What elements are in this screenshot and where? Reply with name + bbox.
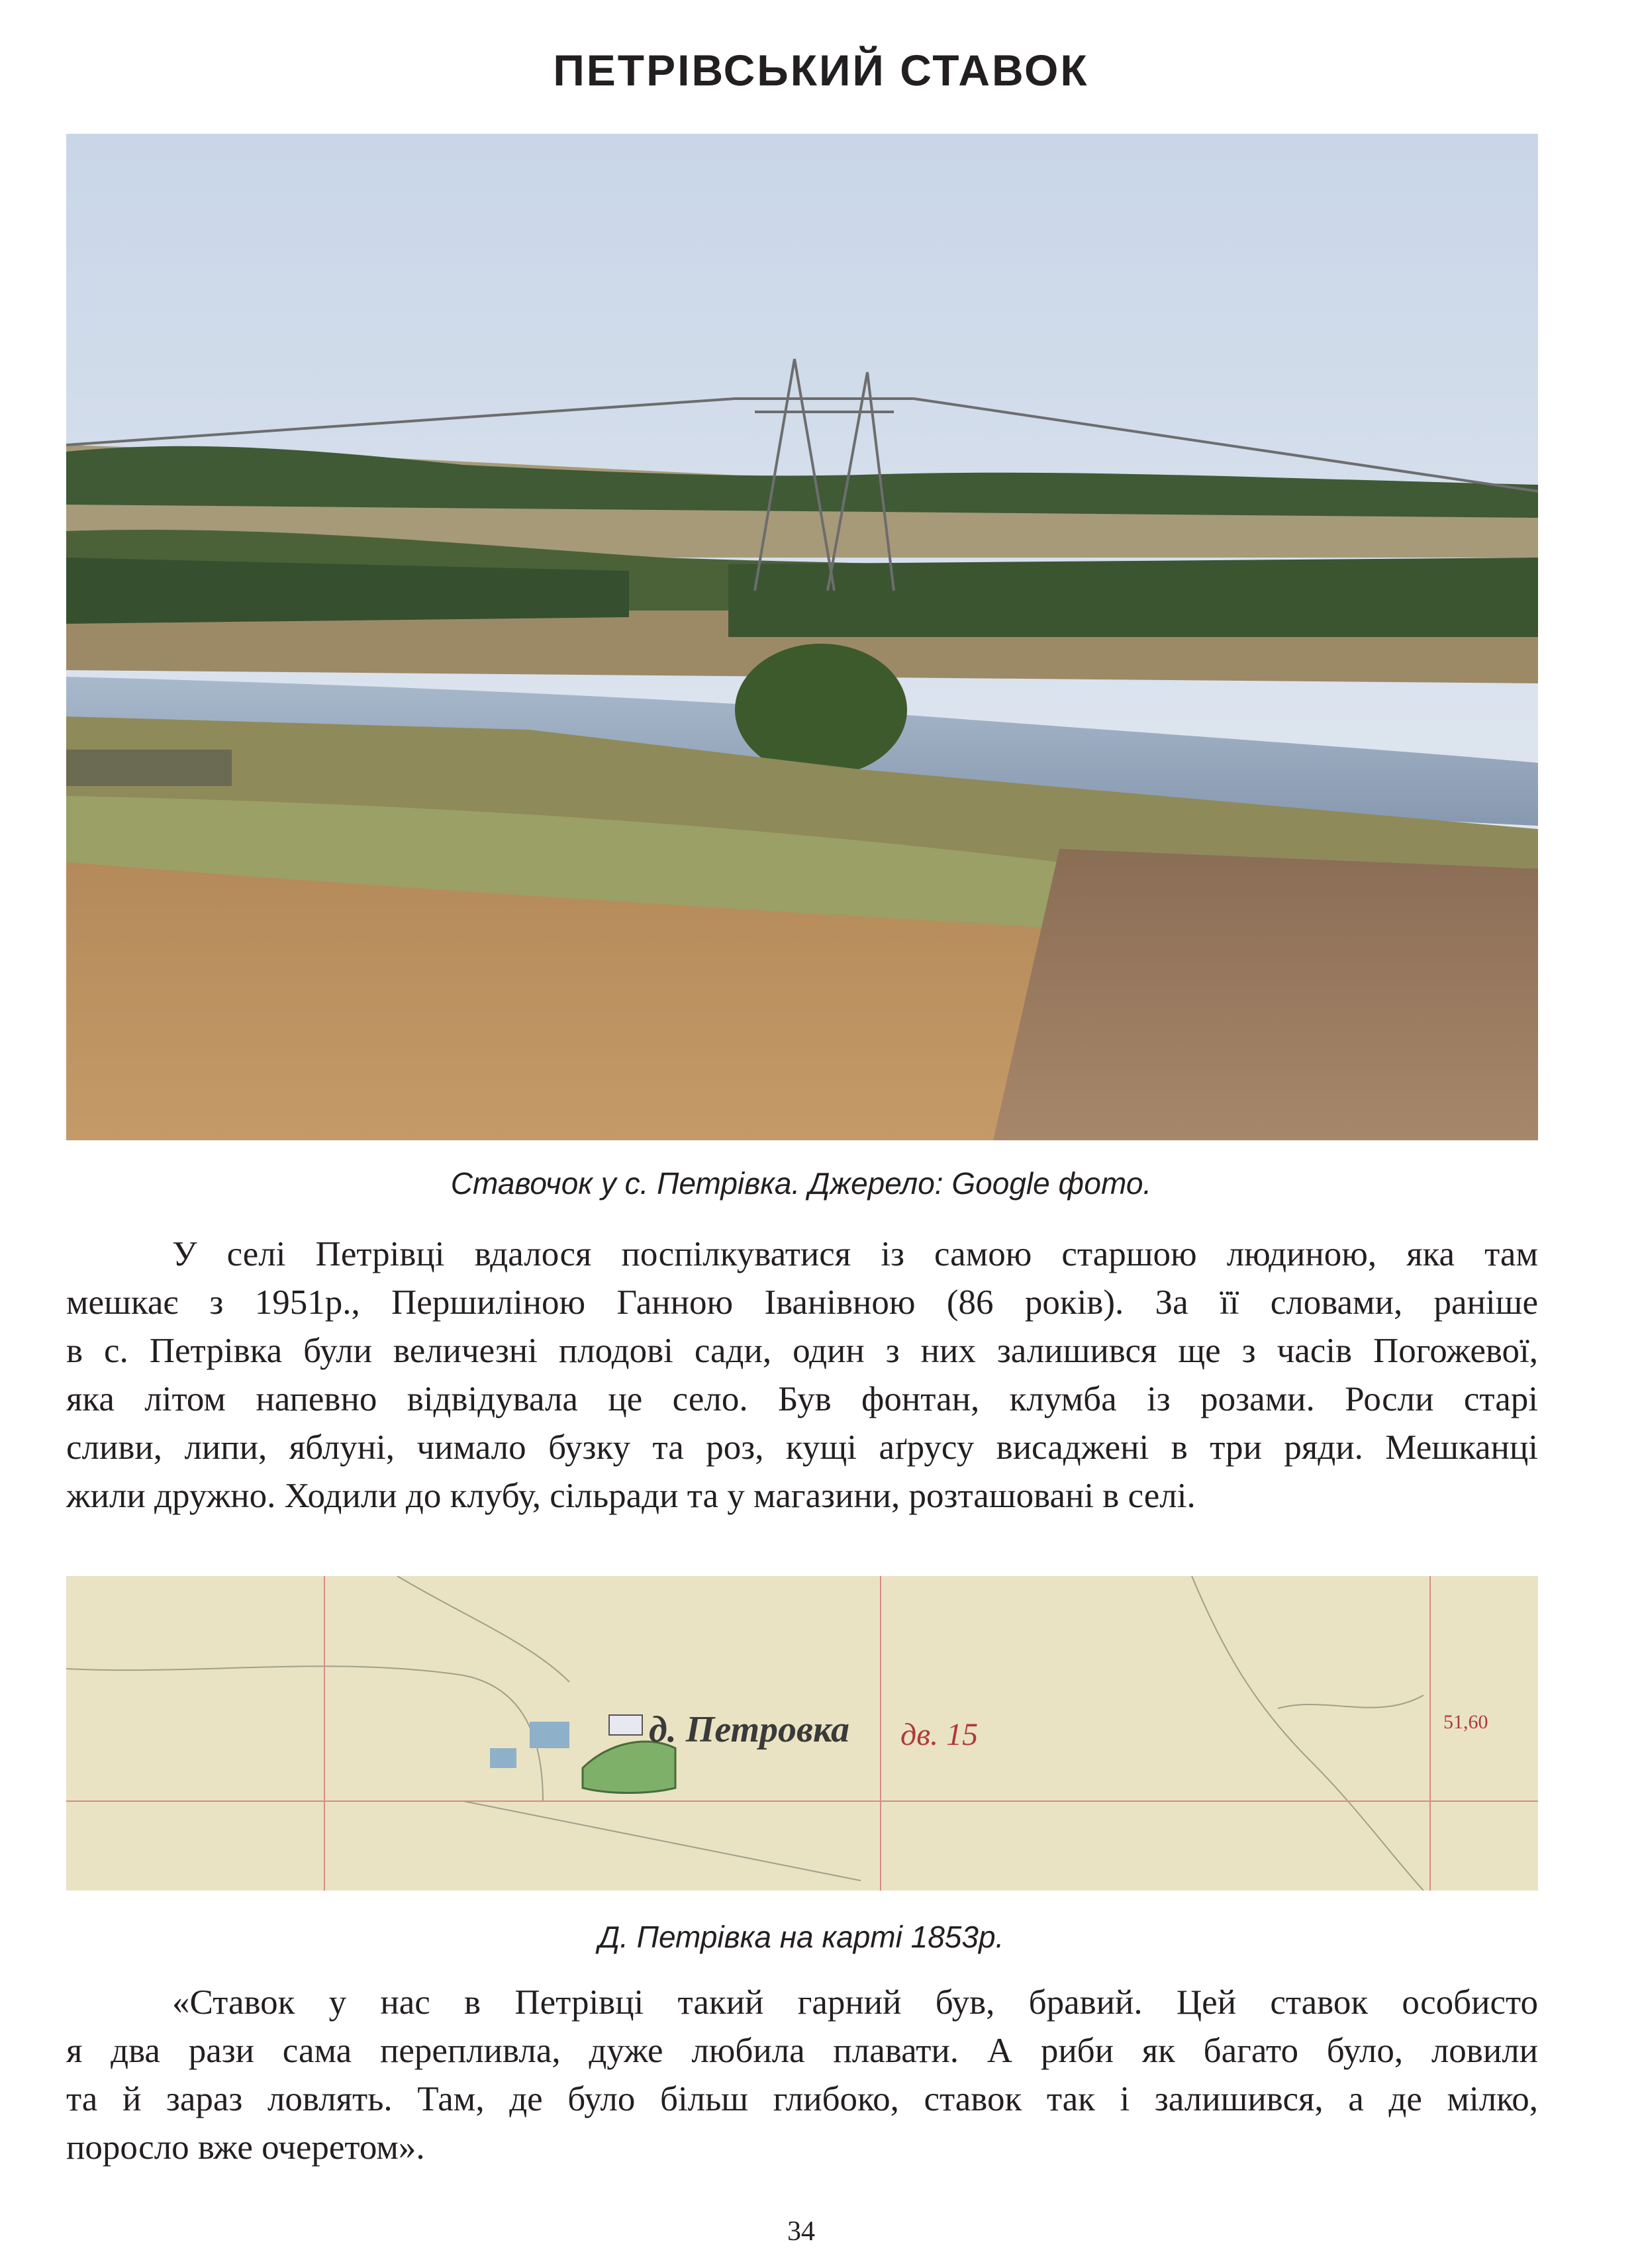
page-number: 34 bbox=[787, 2216, 815, 2247]
paragraph-1-line: в с. Петрівка були величезні плодові сади, один з них залишився ще з часів Погожевої, bbox=[66, 1332, 1538, 1370]
paragraph-1 bbox=[66, 1230, 1538, 1520]
historic-map bbox=[66, 1576, 1538, 1891]
photo-caption: Ставочок у с. Петрівка. Джерело: Google фото. bbox=[450, 1166, 1152, 1201]
paragraph-2-line: поросло вже очеретом». bbox=[66, 2128, 425, 2167]
page-title: ПЕТРІВСЬКИЙ СТАВОК bbox=[553, 46, 1089, 95]
map-caption: Д. Петрівка на карті 1853р. bbox=[598, 1920, 1004, 1954]
paragraph-1-line: У селі Петрівці вдалося поспілкуватися із самою старшою людиною, яка там bbox=[172, 1235, 1538, 1273]
paragraph-2-line: та й зараз ловлять. Там, де було більш глибоко, ставок так і залишився, а де мілко, bbox=[66, 2080, 1538, 2118]
pond-photo bbox=[66, 134, 1538, 1140]
map-elevation-label: 51,60 bbox=[1443, 1711, 1488, 1733]
paragraph-2 bbox=[66, 1979, 1538, 2172]
paragraph-1-line: яка літом напевно відвідувала це село. Був фонтан, клумба із розами. Росли старі bbox=[66, 1380, 1538, 1418]
map-households-label: дв. 15 bbox=[900, 1717, 979, 1752]
paragraph-1-line: сливи, липи, яблуні, чимало бузку та роз, кущі аґрусу висаджені в три ряди. Мешканці bbox=[66, 1428, 1538, 1467]
map-village-label: д. Петровка bbox=[649, 1709, 850, 1750]
paragraph-1-line: жили дружно. Ходили до клубу, сільради та у магазини, розташовані в селі. bbox=[66, 1477, 1196, 1515]
paragraph-2-line: я два рази сама перепливла, дуже любила плавати. А риби як багато було, ловили bbox=[66, 2032, 1538, 2070]
paragraph-2-line: «Ставок у нас в Петрівці такий гарний був, бравий. Цей ставок особисто bbox=[172, 1983, 1538, 2022]
paragraph-1-line: мешкає з 1951р., Першиліною Ганною Іванівною (86 років). За її словами, раніше bbox=[66, 1283, 1538, 1322]
